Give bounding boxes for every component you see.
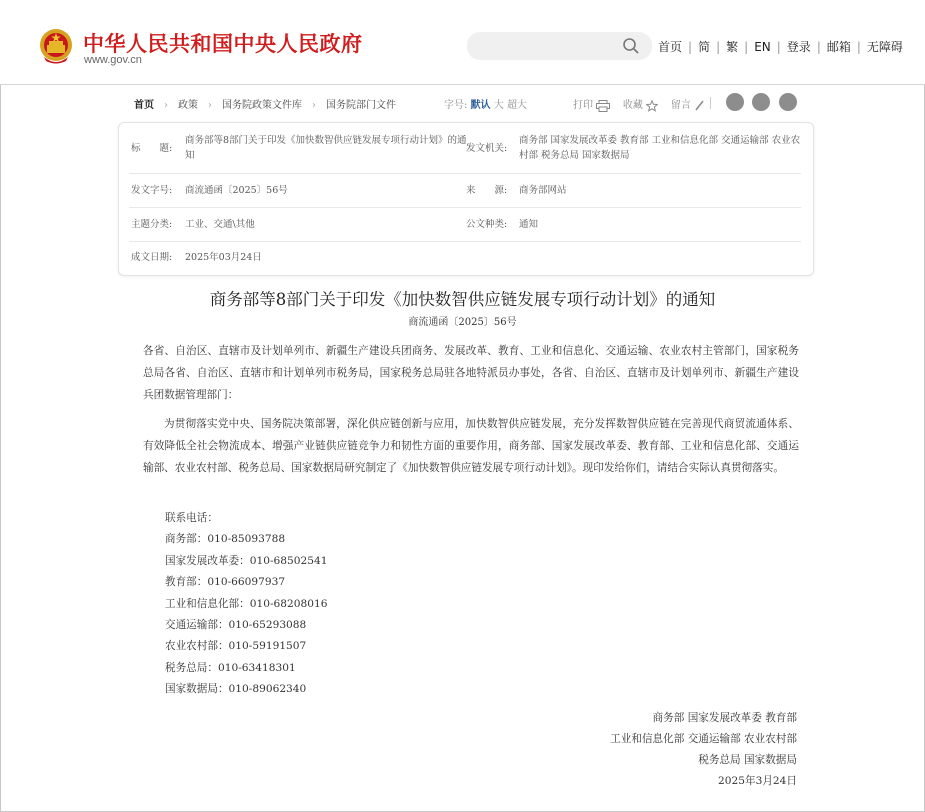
meta-source-label: 来 源: [466,185,508,196]
font-size-default[interactable]: 默认 [470,100,491,111]
meta-date-value: 2025年03月24日 [185,252,262,263]
site-header [0,0,925,85]
chevron-right-icon: › [208,100,212,111]
nav-home[interactable]: 首页 [658,40,683,54]
document-title: 商务部等8部门关于印发《加快数智供应链发展专项行动计划》的通知 [209,290,716,309]
tools-divider [710,97,711,109]
nav-mail[interactable]: 邮箱 [826,40,851,54]
signature-line: 工业和信息化部 交通运输部 农业农村部 [610,733,797,745]
contact-line: 国家发展改革委：010-68502541 [165,554,328,567]
meta-type-label: 公文种类: [466,219,508,230]
signature-date: 2025年3月24日 [718,775,797,787]
contact-line: 教育部：010-66097937 [165,576,286,589]
contacts-block [165,508,327,701]
meta-issuer-value: 商务部 国家发展改革委 教育部 工业和信息化部 交通运输部 农业农村部 税务总局 国家数据局 [519,135,801,161]
signature-block [610,708,797,792]
nav-simplified[interactable]: 简 [698,40,711,54]
signature-line: 商务部 国家发展改革委 教育部 [652,712,797,724]
breadcrumb-department-docs[interactable]: 国务院部门文件 [326,100,396,111]
meta-title-label: 标 题: [131,143,173,154]
contact-line: 商务部：010-85093788 [165,533,286,546]
favorite-button[interactable] [623,100,661,111]
meta-docno-value: 商流通函〔2025〕56号 [185,185,288,196]
comment-label: 留言 [670,100,691,111]
print-label: 打印 [573,100,593,111]
favorite-label: 收藏 [622,100,643,111]
wechat-icon[interactable] [752,93,770,111]
bookmark-star-icon[interactable] [779,93,797,111]
meta-date-label: 成文日期: [131,252,173,263]
nav-traditional[interactable]: 繁 [726,40,739,54]
contact-line: 农业农村部：010-59191507 [165,640,307,653]
meta-topic-value: 工业、交通\其他 [185,219,255,230]
meta-docno-label: 发文字号: [131,185,173,196]
font-size-label: 字号: [444,100,468,111]
recipients-paragraph: 各省、自治区、直辖市及计划单列市、新疆生产建设兵团商务、发展改革、教育、工业和信息化、交通运输、农业农村主管部门，国家税务总局各省、自治区、直辖市和计划单列市税务局，国家税务总局驻各地特派员办事处，各省、自治区、直辖市及计划单列市、新疆生产建设兵团数据管理部门： [143,345,799,401]
body-paragraph: 为贯彻落实党中央、国务院决策部署，深化供应链创新与应用，加快数智供应链发展，充分发挥数智供应链在完善现代商贸流通体系、有效降低全社会物流成本、增强产业链供应链竞争力和韧性方面的重要作用，商务部、国家发展改革委、教育部、工业和信息化部、交通运输部、农业农村部、税务总局、国家数据局研究制定了《加快数智供应链发展专项行动计划》。现印发给你们，请结合实际认真贯彻落实。 [143,418,799,474]
breadcrumb-policy-library[interactable]: 国务院政策文件库 [222,100,302,111]
star-icon [646,100,658,112]
nav-english[interactable]: EN [754,40,771,54]
font-size-xlarge[interactable]: 超大 [506,100,527,111]
meta-type-value: 通知 [519,219,539,230]
national-emblem-icon[interactable] [38,27,74,65]
site-name[interactable]: 中华人民共和国中央人民政府 [83,32,363,56]
nav-accessibility[interactable]: 无障碍 [866,40,903,54]
nav-login[interactable]: 登录 [786,40,811,54]
breadcrumb [134,96,396,111]
contact-line: 税务总局：010-63418301 [165,661,296,674]
meta-title-value: 商务部等8部门关于印发《加快数智供应链发展专项行动计划》的通知 [185,135,467,161]
contact-line: 国家数据局：010-89062340 [165,683,307,696]
article-tools [573,96,704,112]
top-nav: 首页 | 简 | 繁 | EN | 登录 | 邮箱 | 无障碍 [658,40,903,54]
font-size-large[interactable]: 大 [493,100,504,111]
site-url[interactable]: www.gov.cn [84,54,142,66]
breadcrumb-home[interactable]: 首页 [134,100,154,111]
signature-line: 税务总局 国家数据局 [698,754,797,766]
document-number: 商流通函〔2025〕56号 [408,317,517,328]
comment-button[interactable] [671,100,704,111]
meta-source-value: 商务部网站 [519,185,567,196]
weibo-icon[interactable] [726,93,744,111]
chevron-right-icon: › [164,100,168,111]
chevron-right-icon: › [312,100,316,111]
search-icon[interactable] [622,37,640,55]
contact-line: 工业和信息化部：010-68208016 [165,597,328,610]
font-size-switcher [444,96,527,111]
pencil-icon [694,100,704,111]
breadcrumb-policy[interactable]: 政策 [178,100,198,111]
printer-icon [596,100,610,112]
contact-line: 交通运输部：010-65293088 [165,619,307,632]
document-meta-table [118,122,814,276]
contacts-heading: 联系电话： [165,512,218,524]
meta-topic-label: 主题分类: [131,219,173,230]
print-button[interactable] [573,100,613,111]
meta-issuer-label: 发文机关: [466,143,508,154]
